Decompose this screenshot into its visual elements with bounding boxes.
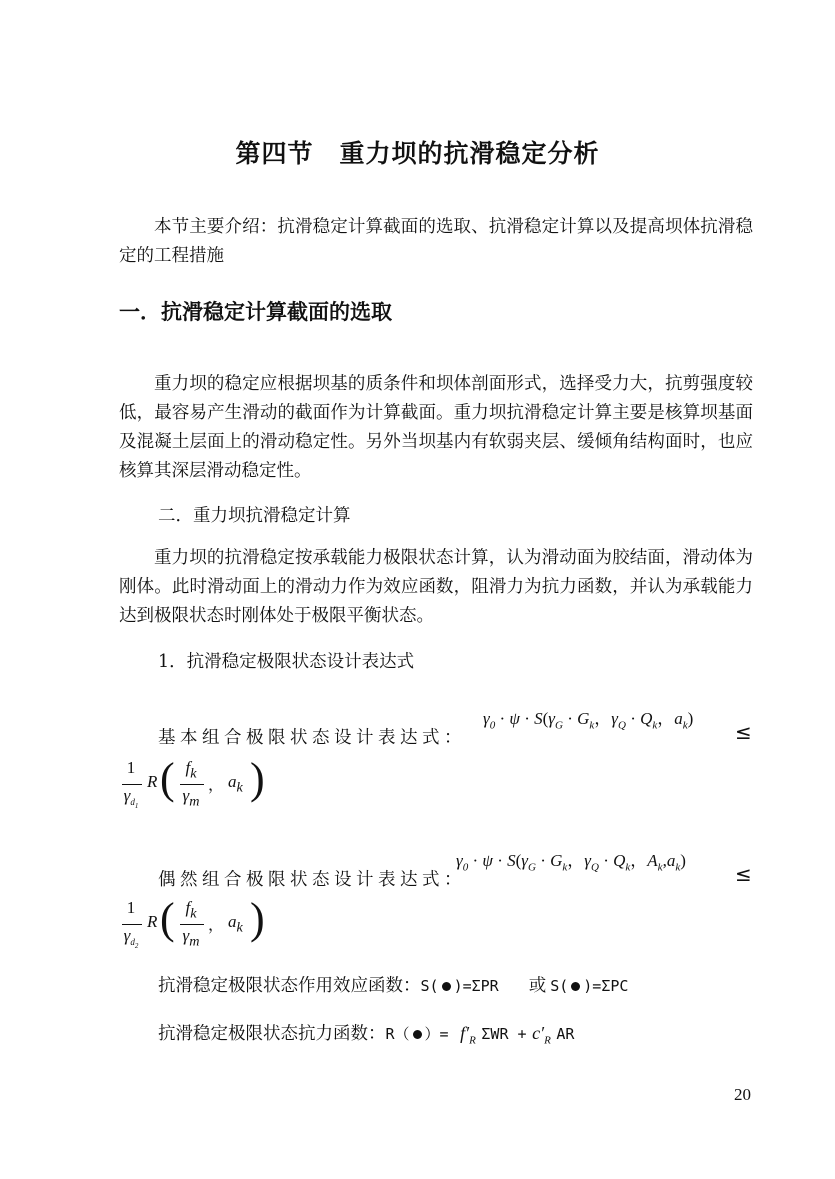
accidental-formula-upper: $\gamma_0 \cdot \psi \cdot S(\gamma_G \cdot G_k$，$\gamma_Q \cdot Q_k$，$A_k,a_k$): [456, 851, 686, 874]
basic-formula-resistance: 1 $\gamma_{d_1}$ R ( $f_k$ $\gamma_m$ ， $a_k$ ): [123, 754, 265, 811]
accidental-formula-resistance: 1 $\gamma_{d_2}$ R ( $f_k$ $\gamma_m$ ， $a_k$ ): [123, 894, 265, 951]
item-1-heading: 1．抗滑稳定极限状态设计表达式: [158, 652, 415, 672]
le-symbol-2: ≤: [735, 862, 752, 886]
title-section-number: 第四节: [235, 139, 314, 168]
section-heading-2: 二．重力坝抗滑稳定计算: [158, 506, 351, 526]
bullet-placeholder: [571, 982, 580, 991]
section-heading-1: 一．抗滑稳定计算截面的选取: [119, 300, 392, 324]
effect-function-label: 抗滑稳定极限状态作用效应函数：: [158, 976, 421, 996]
effect-function-line: 抗滑稳定极限状态作用效应函数：S( )=ΣPR 或 S( )=ΣPC: [158, 976, 629, 996]
intro-paragraph: 本节主要介绍：抗滑稳定计算截面的选取、抗滑稳定计算以及提高坝体抗滑稳定的工程措施: [119, 217, 753, 266]
title-text: 重力坝的抗滑稳定分析: [339, 139, 600, 168]
paragraph-section1: 重力坝的稳定应根据坝基的质条件和坝体剖面形式，选择受力大，抗剪强度较低，最容易产生滑动的截面作为计算截面。重力坝抗滑稳定计算主要是核算坝基面及混凝土层面上的滑动稳定性。另外当坝基内有软弱夹层、缓倾角结构面时，也应核算其深层滑动稳定性。: [119, 374, 753, 481]
basic-combination-label: 基本组合极限状态设计表达式：: [158, 728, 466, 748]
paragraph-section2: 重力坝的抗滑稳定按承载能力极限状态计算，认为滑动面为胶结面，滑动体为刚体。此时滑动面上的滑动力作为效应函数，阻滑力为抗力函数，并认为承载能力达到极限状态时刚体处于极限平衡状态。: [119, 548, 753, 626]
page-number: 20: [734, 1085, 751, 1104]
basic-formula-upper: $\gamma_0 \cdot \psi \cdot S(\gamma_G \cdot G_k$，$\gamma_Q \cdot Q_k$，$a_k$): [483, 709, 694, 732]
bullet-placeholder: [442, 982, 451, 991]
resistance-function-line: 抗滑稳定极限状态抗力函数：R（ ）= $f'_R$ $\Sigma WR + c'_R$ AR: [158, 1023, 575, 1047]
bullet-placeholder: [413, 1030, 422, 1039]
accidental-combination-label: 偶然组合极限状态设计表达式：: [158, 870, 466, 890]
le-symbol-1: ≤: [735, 720, 752, 744]
resistance-function-label: 抗滑稳定极限状态抗力函数：: [158, 1024, 386, 1044]
page-title: [0, 134, 835, 170]
